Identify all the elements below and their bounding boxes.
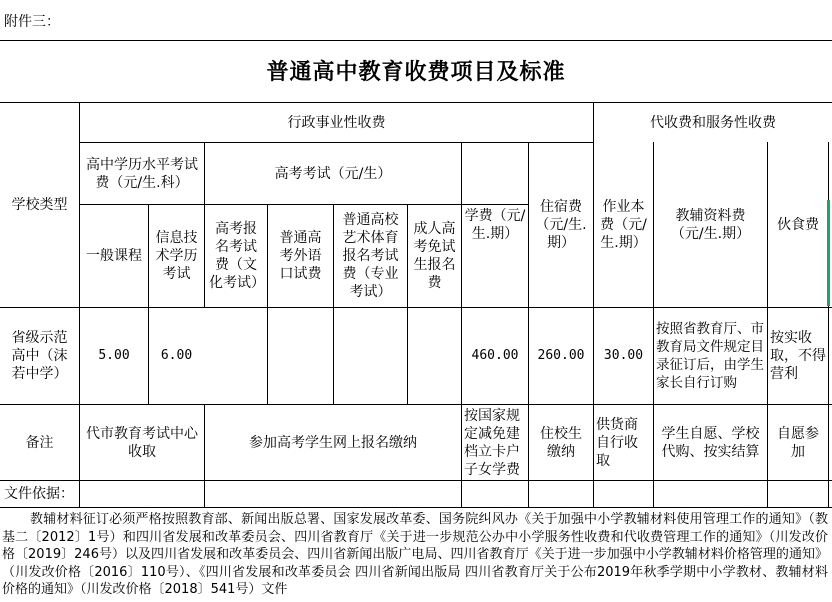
basis-text: 教辅材料征订必须严格按照教育部、新闻出版总署、国家发展改革委、国务院纠风办《关于加强中小学教辅材料使用管理工作的通知》（教基二〔2012〕1号）和四川省发展和改革委员会、四川省教育厅《关于进一步规范公办中小学服务性收费和代收费管理工作的通知》（川发改价格〔2019〕246号）以及四川省发展和改革委员会、四川省新闻出版广电局、四川省教育厅《关于进一步加强中小学教辅材料价格管理的通知》（川发改价格〔2016〕110号）、《四川省发展和改革委员会 四川省新闻出版局 四川省教育厅关于公布2019年秋季学期中小学教材、教辅材料价格的通知》（川发改价格〔2018〕541号）文件 xyxy=(2,512,828,597)
remarks-proficiency: 代市教育考试中心收取 xyxy=(86,425,198,460)
grid-line xyxy=(0,480,832,481)
row-accommodation-fee: 260.00 xyxy=(537,348,585,363)
row-meals-note: 按实收取，不得营利 xyxy=(770,330,826,382)
header-gaokao-registration: 高考报名考试费（文化考试） xyxy=(209,221,265,291)
header-agency-fees: 代收费和服务性收费 xyxy=(650,114,776,131)
header-accommodation: 住宿费（元/生.期） xyxy=(535,199,587,251)
header-it-exam: 信息技术学历考试 xyxy=(155,230,198,282)
grid-line xyxy=(0,507,832,508)
remarks-tuition: 按国家规定减免建档立卡户子女学费 xyxy=(464,407,520,478)
header-art-sports: 普通高校艺术体育报名考试费（专业考试） xyxy=(342,212,399,300)
row-it-exam-fee: 6.00 xyxy=(160,348,193,363)
row-homework-book-fee: 30.00 xyxy=(603,348,644,363)
header-foreign-oral: 普通高考外语口试费 xyxy=(279,230,322,282)
basis-label: 文件依据： xyxy=(4,486,74,502)
remarks-label: 备注 xyxy=(25,434,54,451)
header-tuition: 学费（元/生.期） xyxy=(464,208,526,242)
remarks-college-exam: 参加高考学生网上报名缴纳 xyxy=(249,434,417,451)
header-general-course: 一般课程 xyxy=(86,248,142,264)
remarks-accommodation: 住校生缴纳 xyxy=(540,425,582,460)
header-homework-book: 作业本费（元/生.期） xyxy=(600,199,647,251)
grid-line xyxy=(0,40,832,41)
header-school-type: 学校类型 xyxy=(11,197,68,213)
header-adult-exam: 成人高考免试生报名费 xyxy=(413,221,456,291)
attachment-label: 附件三： xyxy=(4,14,60,30)
grid-line xyxy=(828,142,829,507)
row-tuition-fee: 460.00 xyxy=(471,348,519,363)
remarks-tutoring-materials: 学生自愿、学校代购、按实结算 xyxy=(661,425,760,460)
row-school-name: 省级示范高中（沫若中学） xyxy=(11,330,68,382)
remarks-homework-book: 供货商自行收取 xyxy=(596,416,638,469)
header-tutoring-materials: 教辅资料费（元/生.期） xyxy=(670,208,751,242)
remarks-meals: 自愿参加 xyxy=(777,425,819,460)
page-title: 普通高中教育收费项目及标准 xyxy=(266,59,566,85)
header-meals: 伙食费 xyxy=(777,217,819,233)
header-proficiency-exam: 高中学历水平考试费（元/生.科） xyxy=(86,156,198,191)
row-tutoring-materials-note: 按照省教育厅、市教育局文件规定目录征订后，由学生家长自行订购 xyxy=(656,321,764,391)
header-admin-fees: 行政事业性收费 xyxy=(287,114,386,131)
header-college-exam: 高考考试（元/生） xyxy=(274,165,392,182)
row-general-course-fee: 5.00 xyxy=(98,348,130,363)
